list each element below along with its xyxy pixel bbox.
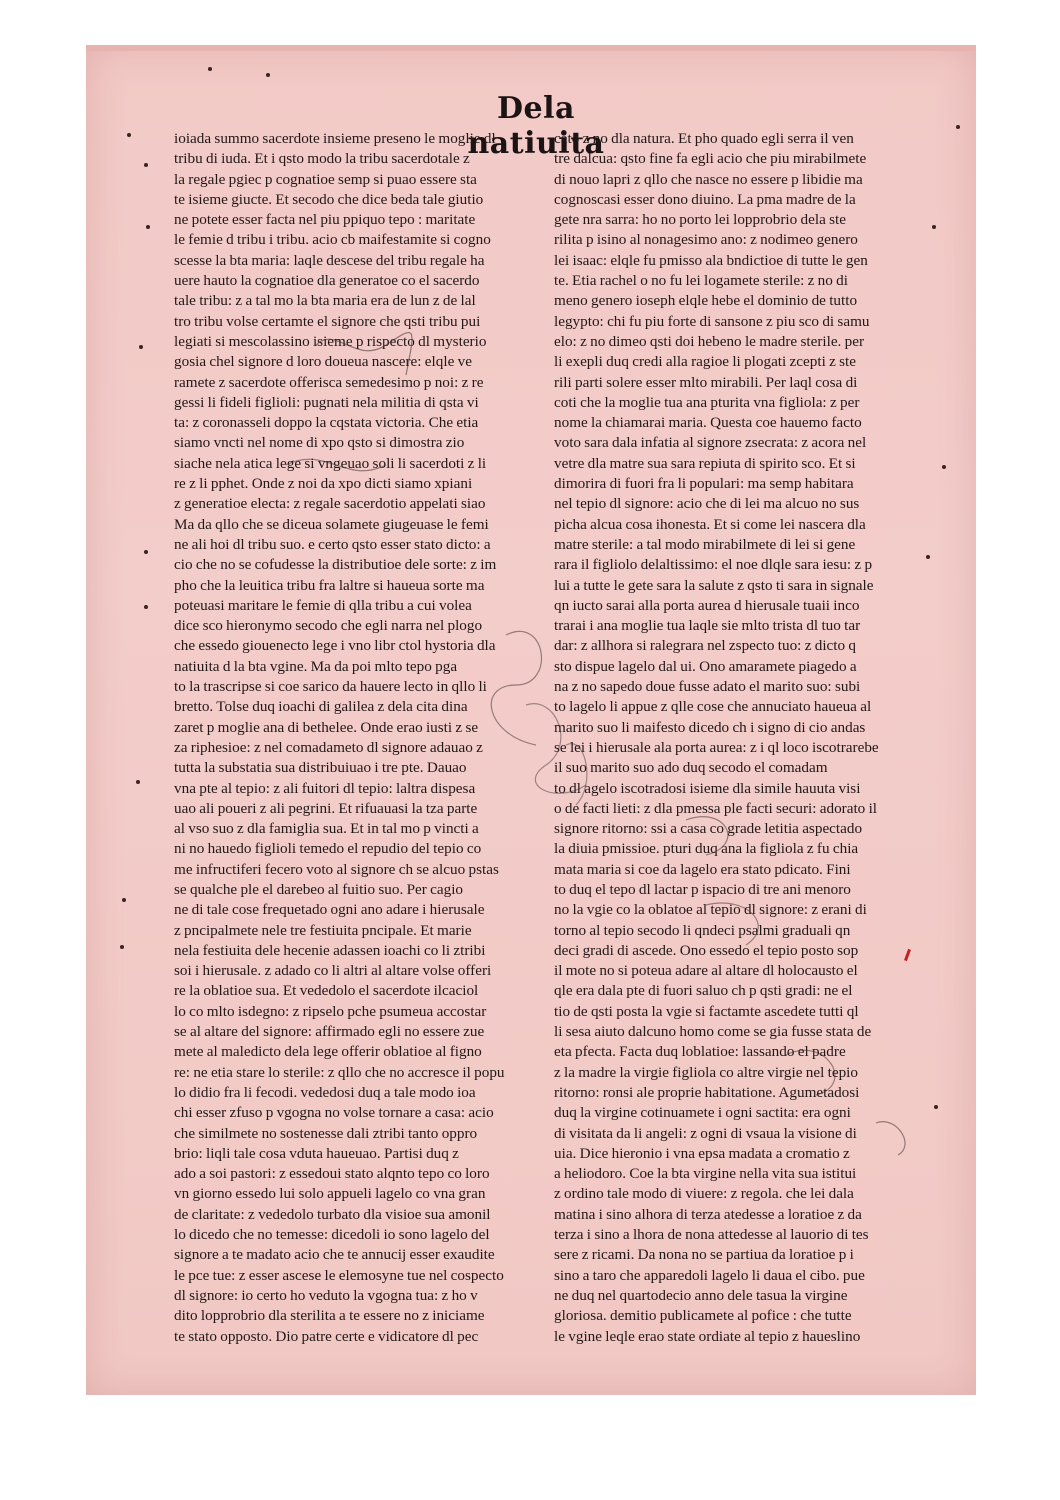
text-line: te. Etia rachel o no fu lei logamete sterile: z no di — [554, 272, 848, 290]
text-line: deci gradi di ascede. Ono essedo el tepio posto sop — [554, 941, 859, 959]
text-line: to duq el tepo dl lactar p ispacio di tre ani menoro — [554, 880, 851, 898]
ink-speck — [139, 345, 143, 349]
text-line: soi i hierusale. z adado co li altri al altare volse offeri — [174, 962, 492, 980]
text-line: mete al maledicto dela lege offerir oblatioe al figno — [174, 1043, 482, 1061]
text-line: ta: z coronasseli doppo la cqstata victoria. Che etia — [174, 414, 479, 432]
text-line: chi esser zfuso p vgogna no volse tornare a casa: acio — [174, 1104, 494, 1122]
text-line: dl signore: io certo ho veduto la vgogna tua: z ho v — [174, 1286, 478, 1304]
text-line: signore a te madato acio che te annucij esser exaudite — [174, 1246, 495, 1264]
text-line: se qualche ple el darebeo al fuitio suo. Per cagio — [174, 880, 464, 898]
text-line: il suo marito suo ado duq secodo el comadam — [554, 759, 828, 777]
text-line: natiuita d la bta vgine. Ma da poi mlto tepo pga — [174, 657, 458, 675]
text-line: che similmete no sostenesse dali ztribi tanto oppro — [174, 1124, 478, 1142]
text-line: z pncipalmete nele tre festiuita pncipale. Et marie — [174, 921, 472, 939]
text-line: le pce tue: z esser ascese le elemosyne tue nel cospecto — [174, 1266, 504, 1284]
text-line: al vso suo z dla famiglia sua. Et in tal mo p vincti a — [174, 820, 479, 838]
text-line: rara il figliolo delaltissimo: el noe dlqle sara iesu: z p — [554, 556, 873, 574]
text-line: dar: z allhora si ralegrara nel zspecto tuo: z dicto q — [554, 637, 856, 655]
text-line: la diuia pmissioe. pturi duq ana la figliola z fu chia — [554, 840, 859, 858]
text-line: meno genero ioseph elqle hebe el dominio de tutto — [554, 292, 858, 310]
text-line: voto sara dala infatia al signore zsecrata: z acora nel — [554, 434, 867, 452]
text-line: cio che no se cofudesse la distributioe dele sorte: z im — [174, 556, 497, 574]
text-line: poteuasi maritare le femie di qlla tribu a cui volea — [174, 596, 472, 614]
text-line: to lagelo li appue z qlle cose che annuciato haueua al — [554, 698, 872, 716]
text-line: to la trascripse si coe sarico da hauere lecto in qllo li — [174, 678, 487, 696]
ink-speck — [956, 125, 960, 129]
text-line: li sesa aiuto dalcuno homo come se gia fusse stata de — [554, 1023, 872, 1041]
text-line: vna pte al tepio: z ali fuitori dl tepio: laltra dispesa — [174, 779, 476, 797]
text-line: gosia chel signore d loro doueua nascere: elqle ve — [174, 353, 472, 371]
text-line: uere hauto la cognatioe dla generatoe co el sacerdo — [174, 272, 480, 290]
text-line: Ma da qllo che se diceua solamete giugeuase le femi — [174, 515, 489, 533]
text-line: tribu di iuda. Et i qsto modo la tribu sacerdotale z — [174, 150, 470, 168]
text-line: le femie d tribu i tribu. acio cb maifestamite si cogno — [174, 231, 491, 249]
text-line: signore ritorno: ssi a casa co grade letitia aspectado — [554, 820, 863, 838]
text-line: cognoscasi esser dono diuino. La pma madre de la — [554, 190, 856, 208]
text-line: qle era dala pte di fuori saluo ch p qsti gradi: ne el — [554, 982, 853, 1000]
text-line: le vgine leqle erao state ordiate al tepio z haueslino — [554, 1327, 861, 1345]
text-line: ne potete esser facta nel piu ppiquo tepo : maritate — [174, 211, 476, 229]
text-line: vn giorno essedo lui solo appueli lagelo co vna gran — [174, 1185, 486, 1203]
text-line: dimorira di fuori fra li populari: ma semp habitara — [554, 475, 854, 493]
text-line: re la oblatioe sua. Et vededolo el sacerdote ilcaciol — [174, 982, 479, 1000]
text-line: tutta la substatia sua distribuiuao i tre pte. Dauao — [174, 759, 467, 777]
ink-speck — [934, 1105, 938, 1109]
text-line: lo dicedo che no temesse: dicedoli io sono lagelo del — [174, 1226, 490, 1244]
text-line: duq la virgine cotinuamete i ogni sactita: era ogni — [554, 1104, 851, 1122]
text-line: siache nela atica lege si vngeuao soli li sacerdoti z li — [174, 454, 487, 472]
text-line: zaret p moglie ana di bethelee. Onde erao iusti z se — [174, 718, 479, 736]
text-line: dito lopprobrio dla sterilita a te essere no z iniciame — [174, 1307, 485, 1325]
text-line: eta pfecta. Facta duq loblatioe: lassando el padre — [554, 1043, 846, 1061]
text-line: uia. Dice hieronio i vna epsa madata a cromatio z — [554, 1144, 850, 1162]
text-line: terza i sino a lhora de nona attedesse al lauorio di tes — [554, 1226, 869, 1244]
text-line: me infructiferi fecero voto al signore ch se alcuo pstas — [174, 860, 499, 878]
text-line: ramete z sacerdote offerisca semedesimo p noi: z re — [174, 373, 484, 391]
text-line: matina i sino alhora di terza atedesse a loratioe z da — [554, 1205, 862, 1223]
ink-speck — [146, 225, 150, 229]
text-line: re: ne etia stare lo sterile: z qllo che no accresce il popu — [174, 1063, 505, 1081]
right-text-column — [554, 129, 942, 1347]
text-line: dice sco hieronymo secodo che egli narra nel plogo — [174, 617, 483, 635]
ink-speck — [122, 898, 126, 902]
text-line: ioiada summo sacerdote insieme preseno le moglie dl — [174, 130, 496, 147]
text-line: za riphesioe: z nel comadameto dl signore adauao z — [174, 738, 483, 756]
text-line: lo co mlto isdegno: z ripselo pche psumeua accostar — [174, 1002, 487, 1020]
text-line: rili parti solere esser mlto mirabili. Per laql cosa di — [554, 373, 858, 391]
ink-speck — [926, 555, 930, 559]
left-text-column — [174, 129, 562, 1347]
text-line: no la vgie co la oblatoe al tepio dl signore: z erani di — [554, 901, 867, 919]
text-line: tro tribu volse certamte el signore che qsti tribu pui — [174, 312, 481, 330]
text-line: rilita p isino al nonagesimo ano: z nodimeo genero — [554, 231, 858, 249]
text-line: marito suo li maifesto dicedo ch i signo di cio andas — [554, 718, 866, 736]
text-line: cato z no dla natura. Et pho quado egli serra il ven — [554, 130, 854, 147]
ink-speck — [127, 133, 131, 137]
text-line: vetre dla matre sua sara repiuta di spirito sco. Et si — [554, 454, 856, 472]
ink-speck — [208, 67, 212, 71]
text-line: lei isaac: elqle fu pmisso ala bndictioe di tutte le gen — [554, 251, 868, 269]
text-line: ado a soi pastori: z essedoui stato alqnto tepo co loro — [174, 1165, 490, 1183]
text-line: di visitata da li angeli: z ogni di vsaua la visione di — [554, 1124, 857, 1142]
text-line: se lei i hierusale ala porta aurea: z i ql loco iscotrarebe — [554, 738, 879, 756]
ink-speck — [144, 163, 148, 167]
text-line: nel tepio dl signore: acio che di lei ma alcuo no sus — [554, 495, 860, 513]
text-line: ne di tale cose frequetado ogni ano adare i hierusale — [174, 901, 485, 919]
text-line: gloriosa. demitio publicamete al pofice : che tutte — [554, 1307, 852, 1325]
text-line: gete nra sarra: ho no porto lei lopprobrio dela ste — [554, 211, 846, 229]
text-line: brio: liqli tale cosa vduta haueuao. Partisi duq z — [174, 1144, 459, 1162]
text-line: pho che la leuitica tribu fra laltre si haueua sorte ma — [174, 576, 485, 594]
text-line: z la madre la virgie figliola co altre virgie nel tepio — [554, 1063, 858, 1081]
text-line: matre sterile: a tal modo mirabilmete di lei si gene — [554, 535, 856, 553]
text-line: mata maria si coe da lagelo era stato pdicato. Fini — [554, 860, 851, 878]
text-line: tre dalcua: qsto fine fa egli acio che piu mirabilmete — [554, 150, 867, 168]
ink-speck — [120, 945, 124, 949]
text-line: scesse la bta maria: laqle descese del tribu regale ha — [174, 251, 485, 269]
text-line: trarai i ana moglie tua laqle sie mlto trista dl tuo tar — [554, 617, 861, 635]
ink-speck — [942, 465, 946, 469]
text-line: che essedo giouenecto lege i vno libr ctol hystoria dla — [174, 637, 496, 655]
text-line: z generatioe electa: z regale sacerdotio appelati siao — [174, 495, 486, 513]
text-line: nome la chiamarai maria. Questa coe hauemo facto — [554, 414, 862, 432]
text-line: ni no hauedo figlioli temedo el repudio del tepio co — [174, 840, 482, 858]
text-line: o de facti lieti: z dla pmessa ple facti securi: adorato il — [554, 799, 878, 817]
text-line: to dl agelo iscotradosi isieme dla simile hauuta visi — [554, 779, 861, 797]
text-line: legiati si mescolassino isieme p rispecto dl mysterio — [174, 332, 487, 350]
ink-speck — [136, 780, 140, 784]
text-line: de claritate: z vededolo turbato dla visioe sua amonil — [174, 1205, 491, 1223]
text-line: torno al tepio secodo li qndeci psalmi graduali qn — [554, 921, 851, 939]
text-line: tale tribu: z a tal mo la bta maria era de lun z de lal — [174, 292, 476, 310]
text-line: bretto. Tolse duq ioachi di galilea z dela cita dina — [174, 698, 468, 716]
text-line: coti che la moglie tua ana pturita vna figliola: z per — [554, 393, 860, 411]
text-line: gessi li fideli figlioli: pugnati nela militia di qsta vi — [174, 393, 479, 411]
text-line: picha alcua cosa ihonesta. Et si come lei nascera dla — [554, 515, 866, 533]
text-line: nela festiuita dele hecenie adassen ioachi co li ztribi — [174, 941, 486, 959]
page-top-edge — [86, 45, 976, 51]
ink-speck — [144, 605, 148, 609]
text-line: na z no sapedo doue fusse adato el marito suo: subi — [554, 678, 861, 696]
text-line: legypto: chi fu piu forte di sansone z piu sco di samu — [554, 312, 870, 330]
text-line: uao ali poueri z ali pegrini. Et rifuauasi la tza parte — [174, 799, 478, 817]
text-line: di nouo lapri z qllo che nasce no essere p libidie ma — [554, 170, 863, 188]
text-line: la regale pgiec p cognatioe semp si puao essere sta — [174, 170, 477, 188]
text-line: ne duq nel quartodecio anno dele tasua la virgine — [554, 1286, 848, 1304]
text-line: sto dispue lagelo dal ui. Ono amaramete piagedo a — [554, 657, 857, 675]
text-line: elo: z no dimeo qsti doi hebeno le madre sterile. per — [554, 332, 865, 350]
text-line: ne ali hoi dl tribu suo. e certo qsto esser stato dicto: a — [174, 535, 491, 553]
text-line: te isieme giucte. Et secodo che dice beda tale giutio — [174, 190, 484, 208]
ink-speck — [932, 225, 936, 229]
text-line: il mote no si poteua adare al altare dl holocausto el — [554, 962, 858, 980]
text-line: re z li pphet. Onde z noi da xpo dicti siamo xpiani — [174, 475, 473, 493]
text-line: sino a taro che apparedoli lagelo li daua el cibo. pue — [554, 1266, 865, 1284]
text-line: qn iucto sarai alla porta aurea d hierusale tuaii inco — [554, 596, 860, 614]
text-line: te stato opposto. Dio patre certe e vidicatore dl pec — [174, 1327, 479, 1345]
text-line: lui a tutte le gete sara la salute z qsto ti sara in signale — [554, 576, 874, 594]
text-line: se al altare del signore: affirmado egli no essere zue — [174, 1023, 485, 1041]
text-line: sere z ricami. Da nona no se partiua da loratioe p i — [554, 1246, 854, 1264]
text-line: a heliodoro. Coe la bta virgine nella vita sua istitui — [554, 1165, 857, 1183]
ink-speck — [144, 550, 148, 554]
ink-speck — [266, 73, 270, 77]
text-line: tio de qsti posta la vgie si factamte ascedete tutti ql — [554, 1002, 859, 1020]
manuscript-page-scan — [86, 45, 976, 1395]
text-line: ritorno: ronsi ale proprie habitatione. Agumetadosi — [554, 1083, 860, 1101]
text-line: li exepli duq credi alla ragioe li plogati zcepti z ste — [554, 353, 857, 371]
page-heading: Dela natiuita — [467, 91, 605, 161]
text-line: z ordino tale modo di viuere: z regola. che lei dala — [554, 1185, 854, 1203]
text-line: siamo vncti nel nome di xpo qsto si dimostra zio — [174, 434, 465, 452]
text-line: lo didio fra li fecodi. vededosi duq a tale modo ioa — [174, 1083, 476, 1101]
